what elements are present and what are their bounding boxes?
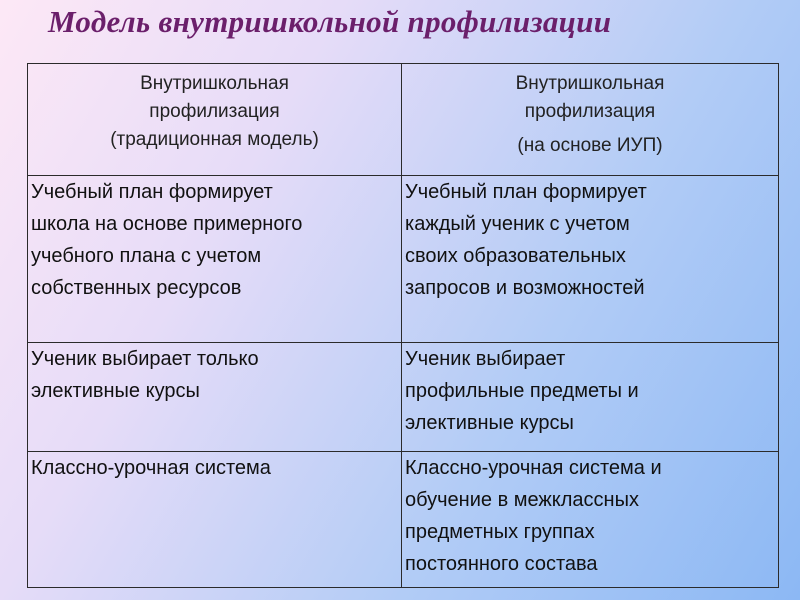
cell-text-line: собственных ресурсов [31,277,242,299]
table-cell-left [28,176,402,343]
cell-text-line: профильные предметы и [405,380,639,402]
table-header-row [28,64,779,176]
header-text-line: Внутришкольная [140,73,289,94]
comparison-table [27,63,779,588]
cell-text-line: обучение в межклассных [405,489,639,511]
cell-text-line: школа на основе примерного [31,213,303,235]
cell-text-line: постоянного состава [405,553,598,575]
table-cell-right [402,343,779,452]
slide-title: Модель внутришкольной профилизации [48,4,612,39]
cell-text-line: учебного плана с учетом [31,245,262,267]
header-text-line: профилизация [149,101,280,122]
cell-text-line: своих образовательных [405,245,626,267]
table-row [28,452,779,588]
table-cell-left [28,452,402,588]
cell-text-line: запросов и возможностей [405,277,645,299]
table-cell-right [402,452,779,588]
table-cell-right [402,176,779,343]
cell-text-line: Ученик выбирает только [31,348,259,370]
header-iup-model [402,64,779,176]
cell-text-line: Классно-урочная система и [405,457,662,479]
cell-text-line: Ученик выбирает [405,348,566,370]
header-text-line: Внутришкольная [515,73,665,94]
table-cell-left [28,343,402,452]
cell-text-line: Учебный план формирует [405,181,647,203]
header-text-line: профилизация [524,101,656,122]
cell-text-line: элективные курсы [31,380,200,402]
cell-text-line: каждый ученик с учетом [405,213,630,235]
header-text-line: (традиционная модель) [110,129,319,150]
table-row [28,176,779,343]
header-traditional-model [28,64,402,176]
header-text-line: (на основе ИУП) [517,135,663,156]
cell-text-line: элективные курсы [405,412,574,434]
cell-text-line: предметных группах [405,521,595,543]
cell-text-line: Классно-урочная система [31,457,271,479]
cell-text-line: Учебный план формирует [31,181,273,203]
table-row [28,343,779,452]
